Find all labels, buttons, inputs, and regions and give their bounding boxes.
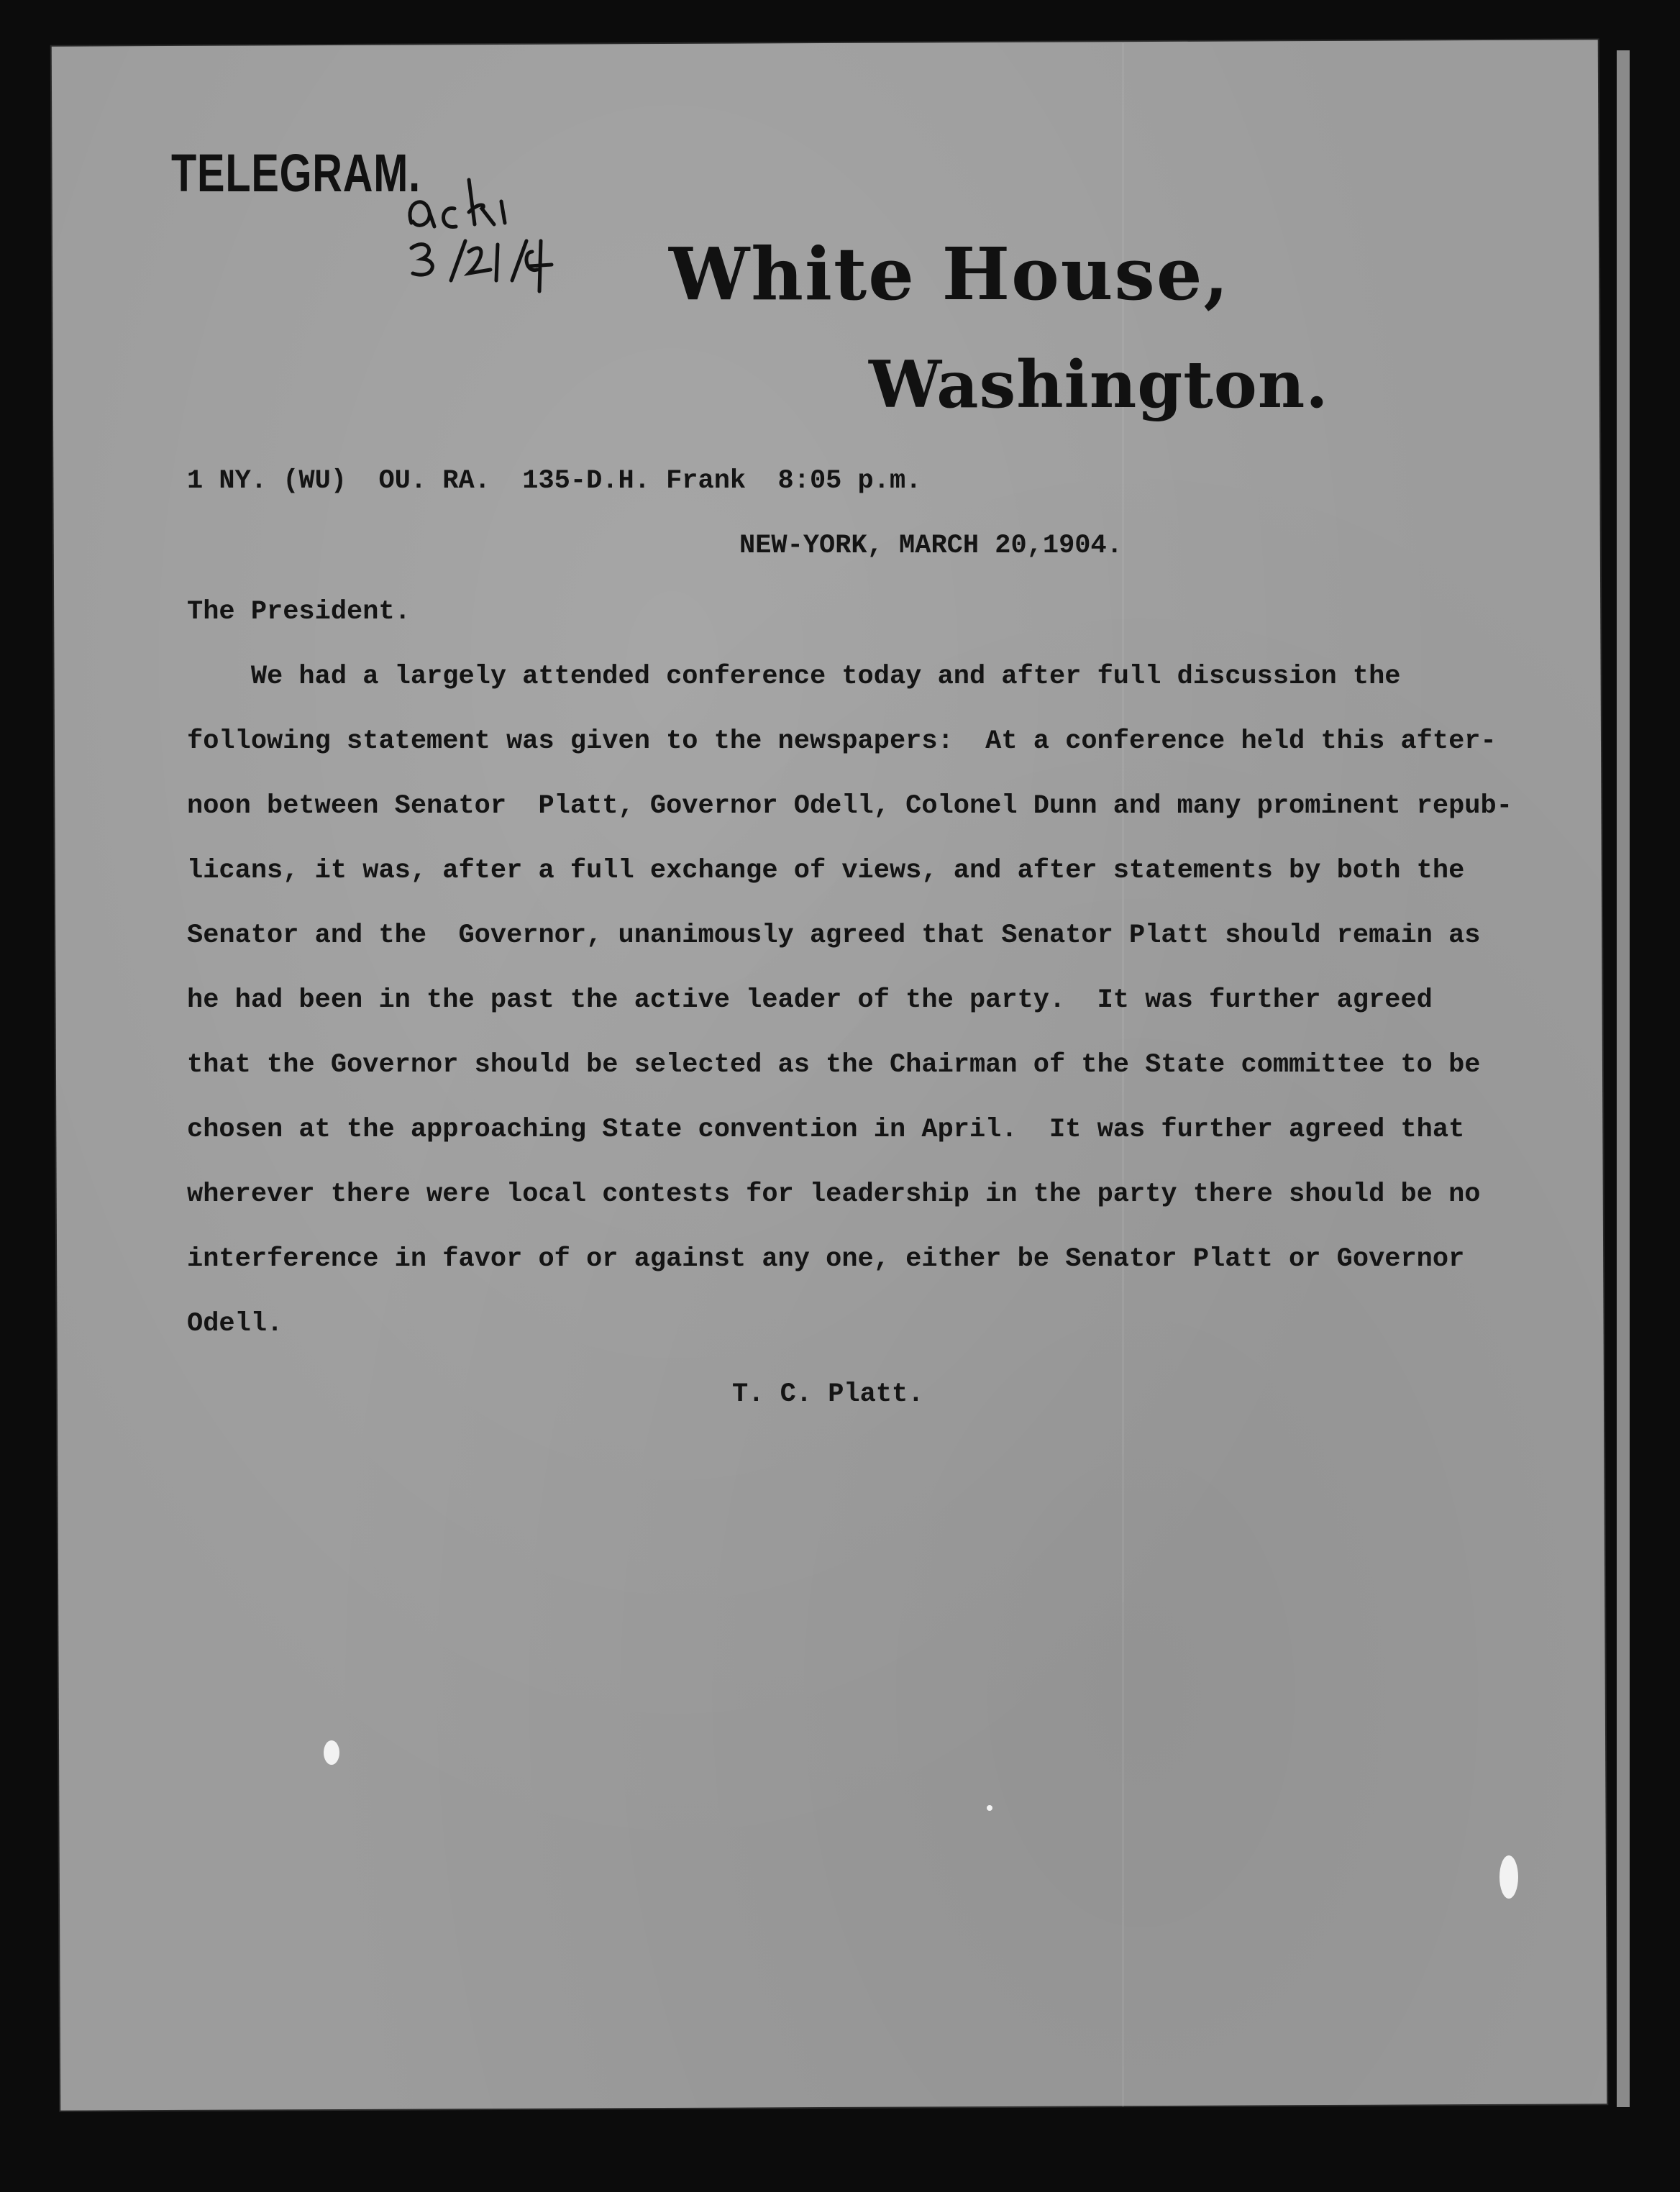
handwritten-ack-mark	[397, 173, 562, 302]
letterhead-city: Washington.	[869, 347, 1329, 423]
body-line: We had a largely attended conference today and after full discussion the	[187, 662, 1401, 692]
paper-blemish	[324, 1740, 339, 1765]
body-line: Odell.	[187, 1309, 283, 1339]
handwritten-annotation	[397, 173, 562, 302]
body-line: following statement was given to the newspapers: At a conference held this after-	[187, 726, 1497, 757]
paper-blemish	[987, 1805, 992, 1811]
body-line: interference in favor of or against any one, either be Senator Platt or Governor	[187, 1244, 1465, 1274]
body-line: noon between Senator Platt, Governor Odell, Colonel Dunn and many prominent repub-	[187, 791, 1512, 821]
paper-blemish	[1499, 1855, 1518, 1899]
body-line: wherever there were local contests for leadership in the party there should be no	[187, 1179, 1481, 1210]
transmission-header: 1 NY. (WU) OU. RA. 135-D.H. Frank 8:05 p.m.	[187, 466, 922, 496]
body-line: chosen at the approaching State convention in April. It was further agreed that	[187, 1115, 1465, 1145]
letterhead-office: White House,	[669, 232, 1231, 316]
body-line: that the Governor should be selected as the Chairman of the State committee to be	[187, 1050, 1481, 1080]
place-date: NEW-YORK, MARCH 20,1904.	[739, 531, 1123, 561]
paper-edge	[1617, 50, 1630, 2107]
body-line: licans, it was, after a full exchange of views, and after statements by both the	[187, 856, 1465, 886]
body-line: Senator and the Governor, unanimously agreed that Senator Platt should remain as	[187, 921, 1481, 951]
signature: T. C. Platt.	[732, 1379, 924, 1410]
body-line: he had been in the past the active leader of the party. It was further agreed	[187, 985, 1433, 1015]
salutation: The President.	[187, 597, 411, 627]
form-title: TELEGRAM.	[171, 143, 421, 203]
